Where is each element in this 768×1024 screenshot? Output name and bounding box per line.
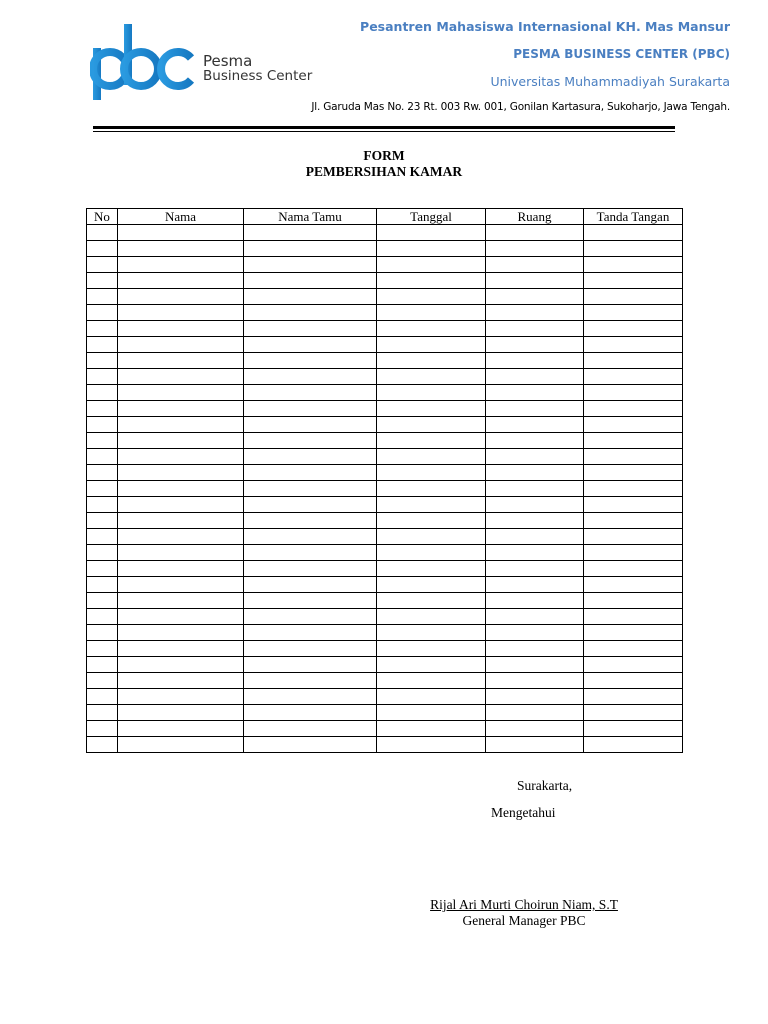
table-cell[interactable] [486,705,584,721]
table-cell[interactable] [486,721,584,737]
table-cell[interactable] [377,401,486,417]
table-row [87,577,683,593]
table-cell[interactable] [244,305,377,321]
table-cell[interactable] [584,657,683,673]
table-cell[interactable] [87,689,118,705]
table-cell[interactable] [584,305,683,321]
table-cell[interactable] [486,481,584,497]
table-cell[interactable] [377,529,486,545]
table-cell[interactable] [486,273,584,289]
table-cell[interactable] [87,641,118,657]
table-row [87,321,683,337]
table-cell[interactable] [118,497,244,513]
table-cell[interactable] [244,225,377,241]
table-cell[interactable] [118,481,244,497]
table-cell[interactable] [87,321,118,337]
table-cell[interactable] [87,593,118,609]
table-row [87,625,683,641]
table-cell[interactable] [87,401,118,417]
table-cell[interactable] [118,353,244,369]
table-cell[interactable] [486,257,584,273]
org-name: Pesantren Mahasiswa Internasional KH. Mas Mansur [360,19,730,34]
table-cell[interactable] [584,545,683,561]
col-header-no: No [87,209,118,225]
table-cell[interactable] [584,529,683,545]
table-cell[interactable] [584,321,683,337]
table-cell[interactable] [118,561,244,577]
table-cell[interactable] [377,593,486,609]
table-cell[interactable] [377,433,486,449]
table-cell[interactable] [486,737,584,753]
form-title: FORM [363,148,405,163]
table-cell[interactable] [584,417,683,433]
form-subtitle: PEMBERSIHAN KAMAR [305,164,463,179]
table-cell[interactable] [87,705,118,721]
table-cell[interactable] [486,577,584,593]
table-row [87,433,683,449]
col-header-nama-tamu: Nama Tamu [244,209,377,225]
table-cell[interactable] [377,609,486,625]
table-cell[interactable] [118,593,244,609]
table-cell[interactable] [584,257,683,273]
table-cell[interactable] [244,513,377,529]
table-cell[interactable] [584,337,683,353]
logo-text-business-center: Business Center [203,68,313,84]
table-cell[interactable] [584,737,683,753]
table-cell[interactable] [118,321,244,337]
table-cell[interactable] [87,353,118,369]
table-cell[interactable] [244,273,377,289]
table-cell[interactable] [377,305,486,321]
table-cell[interactable] [118,257,244,273]
table-header-row [87,209,683,225]
signatory-name: Rijal Ari Murti Choirun Niam, S.T [430,897,618,912]
table-cell[interactable] [377,513,486,529]
table-cell[interactable] [584,673,683,689]
table-cell[interactable] [87,529,118,545]
table-row [87,257,683,273]
table-cell[interactable] [87,225,118,241]
table-cell[interactable] [87,561,118,577]
table-cell[interactable] [118,433,244,449]
table-cell[interactable] [584,289,683,305]
table-row [87,273,683,289]
table-cell[interactable] [244,481,377,497]
table-cell[interactable] [486,449,584,465]
table-cell[interactable] [377,417,486,433]
table-cell[interactable] [87,273,118,289]
table-cell[interactable] [118,625,244,641]
table-cell[interactable] [244,401,377,417]
table-cell[interactable] [118,273,244,289]
table-row [87,417,683,433]
table-row [87,353,683,369]
table-cell[interactable] [244,497,377,513]
table-cell[interactable] [87,577,118,593]
table-cell[interactable] [584,273,683,289]
table-row [87,305,683,321]
table-row [87,513,683,529]
table-cell[interactable] [244,337,377,353]
table-cell[interactable] [87,657,118,673]
table-cell[interactable] [377,369,486,385]
table-cell[interactable] [584,513,683,529]
table-cell[interactable] [377,385,486,401]
table-cell[interactable] [244,625,377,641]
table-cell[interactable] [486,321,584,337]
table-cell[interactable] [486,289,584,305]
table-row [87,561,683,577]
org-address: Jl. Garuda Mas No. 23 Rt. 003 Rw. 001, Gonilan Kartasura, Sukoharjo, Jawa Tengah. [311,101,730,113]
table-cell[interactable] [118,529,244,545]
table-body [87,225,683,753]
table-cell[interactable] [118,337,244,353]
table-cell[interactable] [118,369,244,385]
table-cell[interactable] [118,641,244,657]
table-cell[interactable] [486,593,584,609]
table-cell[interactable] [584,385,683,401]
table-cell[interactable] [377,225,486,241]
table-cell[interactable] [118,737,244,753]
table-cell[interactable] [377,273,486,289]
table-cell[interactable] [244,433,377,449]
table-cell[interactable] [584,465,683,481]
col-header-nama: Nama [118,209,244,225]
table-cell[interactable] [244,321,377,337]
table-row [87,657,683,673]
table-cell[interactable] [87,385,118,401]
table-cell[interactable] [486,689,584,705]
table-cell[interactable] [244,593,377,609]
table-row [87,449,683,465]
table-cell[interactable] [118,609,244,625]
table-row [87,689,683,705]
table-cell[interactable] [377,705,486,721]
table-cell[interactable] [118,385,244,401]
table-row [87,593,683,609]
signature-acknowledge: Mengetahui [491,805,556,820]
table-row [87,401,683,417]
table-cell[interactable] [584,593,683,609]
table-cell[interactable] [244,465,377,481]
table-cell[interactable] [87,241,118,257]
table-cell[interactable] [486,561,584,577]
table-cell[interactable] [244,385,377,401]
table-row [87,465,683,481]
table-cell[interactable] [377,625,486,641]
table-cell[interactable] [118,689,244,705]
table-cell[interactable] [377,353,486,369]
table-cell[interactable] [584,497,683,513]
table-cell[interactable] [486,305,584,321]
table-cell[interactable] [377,481,486,497]
table-cell[interactable] [118,673,244,689]
table-row [87,545,683,561]
table-cell[interactable] [118,465,244,481]
table-cell[interactable] [118,705,244,721]
table-cell[interactable] [244,689,377,705]
table-cell[interactable] [486,609,584,625]
table-cell[interactable] [244,657,377,673]
table-cell[interactable] [584,353,683,369]
table-cell[interactable] [584,577,683,593]
table-cell[interactable] [87,545,118,561]
table-cell[interactable] [377,561,486,577]
table-cell[interactable] [377,465,486,481]
table-cell[interactable] [486,385,584,401]
table-cell[interactable] [244,673,377,689]
table-cell[interactable] [584,641,683,657]
table-cell[interactable] [486,513,584,529]
table-cell[interactable] [486,657,584,673]
table-row [87,641,683,657]
table-cell[interactable] [486,465,584,481]
table-cell[interactable] [244,641,377,657]
logo-text-pesma: Pesma [203,52,253,70]
table-cell[interactable] [244,721,377,737]
col-header-ruang: Ruang [486,209,584,225]
table-cell[interactable] [377,545,486,561]
table-row [87,241,683,257]
table-cell[interactable] [377,657,486,673]
table-cell[interactable] [118,225,244,241]
table-cell[interactable] [244,289,377,305]
table-cell[interactable] [244,369,377,385]
table-cell[interactable] [87,433,118,449]
header-rule-thin [93,131,675,132]
table-row [87,705,683,721]
table-cell[interactable] [486,353,584,369]
table-cell[interactable] [244,257,377,273]
table-cell[interactable] [377,337,486,353]
table-cell[interactable] [584,689,683,705]
table-cell[interactable] [486,625,584,641]
table-cell[interactable] [87,481,118,497]
table-cell[interactable] [584,401,683,417]
table-cell[interactable] [486,241,584,257]
table-row [87,289,683,305]
table-cell[interactable] [118,657,244,673]
table-row [87,737,683,753]
table-cell[interactable] [87,305,118,321]
table-cell[interactable] [244,705,377,721]
table-cell[interactable] [486,401,584,417]
table-row [87,337,683,353]
org-unit: PESMA BUSINESS CENTER (PBC) [513,47,730,61]
table-cell[interactable] [486,225,584,241]
table-cell[interactable] [244,353,377,369]
table-cell[interactable] [87,369,118,385]
table-cell[interactable] [118,513,244,529]
table-cell[interactable] [377,241,486,257]
table-cell[interactable] [244,529,377,545]
cleaning-log-table [86,208,683,753]
table-cell[interactable] [118,305,244,321]
table-cell[interactable] [584,609,683,625]
table-row [87,609,683,625]
table-cell[interactable] [486,545,584,561]
table-cell[interactable] [486,641,584,657]
table-cell[interactable] [87,673,118,689]
table-cell[interactable] [118,721,244,737]
table-cell[interactable] [118,577,244,593]
table-cell[interactable] [244,545,377,561]
table-cell[interactable] [118,417,244,433]
table-cell[interactable] [584,721,683,737]
table-row [87,497,683,513]
col-header-tanda-tangan: Tanda Tangan [584,209,683,225]
table-cell[interactable] [584,625,683,641]
table-cell[interactable] [244,241,377,257]
table-cell[interactable] [486,529,584,545]
table-row [87,721,683,737]
table-cell[interactable] [377,737,486,753]
table-cell[interactable] [584,481,683,497]
table-cell[interactable] [87,609,118,625]
table-cell[interactable] [584,241,683,257]
table-cell[interactable] [244,737,377,753]
table-cell[interactable] [584,369,683,385]
table-cell[interactable] [87,449,118,465]
table-cell[interactable] [377,321,486,337]
table-cell[interactable] [244,561,377,577]
table-cell[interactable] [87,465,118,481]
table-cell[interactable] [377,641,486,657]
table-row [87,225,683,241]
table-cell[interactable] [486,369,584,385]
table-row [87,481,683,497]
table-cell[interactable] [486,497,584,513]
table-cell[interactable] [377,497,486,513]
table-cell[interactable] [118,449,244,465]
table-cell[interactable] [584,433,683,449]
col-header-tanggal: Tanggal [377,209,486,225]
table-cell[interactable] [118,401,244,417]
table-cell[interactable] [87,513,118,529]
table-cell[interactable] [87,337,118,353]
table-cell[interactable] [584,561,683,577]
table-cell[interactable] [244,417,377,433]
header-rule-thick [93,126,675,129]
table-cell[interactable] [584,705,683,721]
table-cell[interactable] [377,673,486,689]
signature-place: Surakarta, [517,778,573,793]
signatory-position: General Manager PBC [462,913,586,928]
table-cell[interactable] [584,225,683,241]
table-cell[interactable] [486,433,584,449]
table-cell[interactable] [486,673,584,689]
table-cell[interactable] [87,721,118,737]
table-cell[interactable] [377,257,486,273]
table-cell[interactable] [244,609,377,625]
table-row [87,529,683,545]
table-cell[interactable] [118,289,244,305]
table-cell[interactable] [87,289,118,305]
table-cell[interactable] [244,577,377,593]
table-cell[interactable] [377,577,486,593]
table-cell[interactable] [377,289,486,305]
table-cell[interactable] [377,689,486,705]
table-cell[interactable] [87,737,118,753]
table-cell[interactable] [118,241,244,257]
table-row [87,673,683,689]
table-cell[interactable] [118,545,244,561]
table-cell[interactable] [87,625,118,641]
table-cell[interactable] [87,257,118,273]
table-cell[interactable] [584,449,683,465]
table-cell[interactable] [486,417,584,433]
table-row [87,369,683,385]
table-cell[interactable] [377,449,486,465]
table-row [87,385,683,401]
org-university: Universitas Muhammadiyah Surakarta [490,74,730,89]
table-cell[interactable] [486,337,584,353]
table-cell[interactable] [377,721,486,737]
table-cell[interactable] [87,417,118,433]
table-cell[interactable] [87,497,118,513]
table-cell[interactable] [244,449,377,465]
